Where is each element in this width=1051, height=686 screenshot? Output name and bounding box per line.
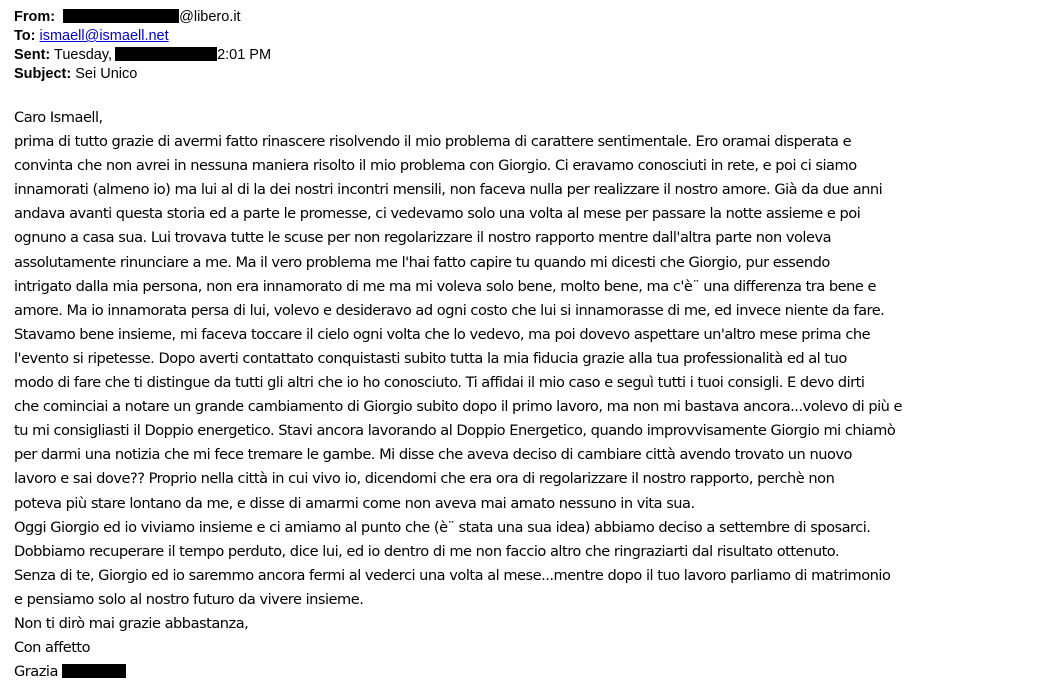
redacted-sender-name <box>63 9 179 23</box>
to-label: To: <box>14 28 36 44</box>
from-row <box>14 8 271 27</box>
to-row <box>14 27 271 46</box>
from-label: From: <box>14 9 56 25</box>
body-line: modo di fare che ti distingue da tutti gli altri che io ho conosciuto. Ti affidai il mio caso e seguì tutti i tuoi consigli. E devo dirti <box>14 374 865 392</box>
sent-row <box>14 46 271 65</box>
body-line: tu mi consigliasti il Doppio energetico. Stavi ancora lavorando al Doppio Energetico, quando improvvisamente Giorgio mi chiamò <box>14 422 896 440</box>
body-line: l'evento si ripetesse. Dopo averti contattato conquistasti subito tutta la mia fiducia grazie alla tua professionalità ed al tuo <box>14 349 847 367</box>
body-line: Oggi Giorgio ed io viviamo insieme e ci amiamo al punto che (è¨ stata una sua idea) abbiamo deciso a settembre di sposarci. <box>14 518 871 536</box>
body-line: assolutamente rinunciare a me. Ma il vero problema me l'hai fatto capire tu quando mi dicesti che Giorgio, pur essendo <box>14 253 830 271</box>
body-line: Dobbiamo recuperare il tempo perduto, dice lui, ed io dentro di me non faccio altro che ringraziarti dal risultato ottenuto. <box>14 542 840 560</box>
body-line: andava avanti questa storia ed a parte le promesse, ci vedevamo solo una volta al mese per passare la notte assieme e poi <box>14 205 861 223</box>
body-line: per darmi una notizia che mi fece tremare le gambe. Mi disse che aveva deciso di cambiare città avendo trovato un nuovo <box>14 446 852 464</box>
subject-value: Sei Unico <box>75 66 138 82</box>
body-line: ognuno a casa sua. Lui trovava tutte le scuse per non regolarizzare il nostro rapporto mentre dall'altra parte non voleva <box>14 229 832 247</box>
email-header <box>14 8 271 84</box>
signature-line <box>14 660 1044 684</box>
redacted-sent-date <box>115 47 217 61</box>
body-line: prima di tutto grazie di avermi fatto rinascere risolvendo il mio problema di carattere sentimentale. Ero oramai disperata e <box>14 133 852 151</box>
body-line: Stavamo bene insieme, mi faceva toccare il cielo ogni volta che lo vedevo, ma poi dovevo aspettare un'altro mese prima che <box>14 325 871 343</box>
email-body <box>14 106 1044 684</box>
body-line: e pensiamo solo al nostro futuro da vivere insieme. <box>14 590 364 608</box>
sent-day: Tuesday, <box>54 47 113 63</box>
subject-row <box>14 65 271 84</box>
body-line: amore. Ma io innamorata persa di lui, volevo e desideravo ad ogni costo che lui si innamorasse di me, ed invece niente da fare. <box>14 301 885 319</box>
to-address-link[interactable]: ismaell@ismaell.net <box>39 28 169 44</box>
sent-time: 2:01 PM <box>217 47 272 63</box>
body-line: lavoro e sai dove?? Proprio nella città in cui vivo io, dicendomi che era ora di regolarizzare il nostro rapporto, perchè non <box>14 470 835 488</box>
sent-label: Sent: <box>14 47 51 63</box>
body-line: Senza di te, Giorgio ed io saremmo ancora fermi al vederci una volta al mese...mentre dopo il tuo lavoro parliamo di matrimonio <box>14 566 891 584</box>
from-domain: @libero.it <box>179 9 241 25</box>
body-line: poteva più stare lontano da me, e disse di amarmi come non aveva mai amato nessuno in vita sua. <box>14 494 695 512</box>
signature-name: Grazia <box>14 663 58 681</box>
body-line: Caro Ismaell, <box>14 109 103 126</box>
body-line: intrigato dalla mia persona, non era innamorato di me ma mi voleva solo bene, molto bene, ma c'è¨ una differenza tra bene e <box>14 277 876 295</box>
body-line: Non ti dirò mai grazie abbastanza, <box>14 614 249 632</box>
redacted-surname <box>62 664 126 678</box>
body-line: innamorati (almeno io) ma lui al di la dei nostri incontri mensili, non faceva nulla per realizzare il nostro amore. Già da due anni <box>14 181 883 199</box>
subject-label: Subject: <box>14 66 72 82</box>
body-line: che cominciai a notare un grande cambiamento di Giorgio subito dopo il primo lavoro, ma non mi bastava ancora...volevo di più e <box>14 398 903 416</box>
body-line: convinta che non avrei in nessuna maniera risolto il mio problema con Giorgio. Ci eravamo conosciuti in rete, e poi ci siamo <box>14 157 857 175</box>
body-line: Con affetto <box>14 639 91 657</box>
